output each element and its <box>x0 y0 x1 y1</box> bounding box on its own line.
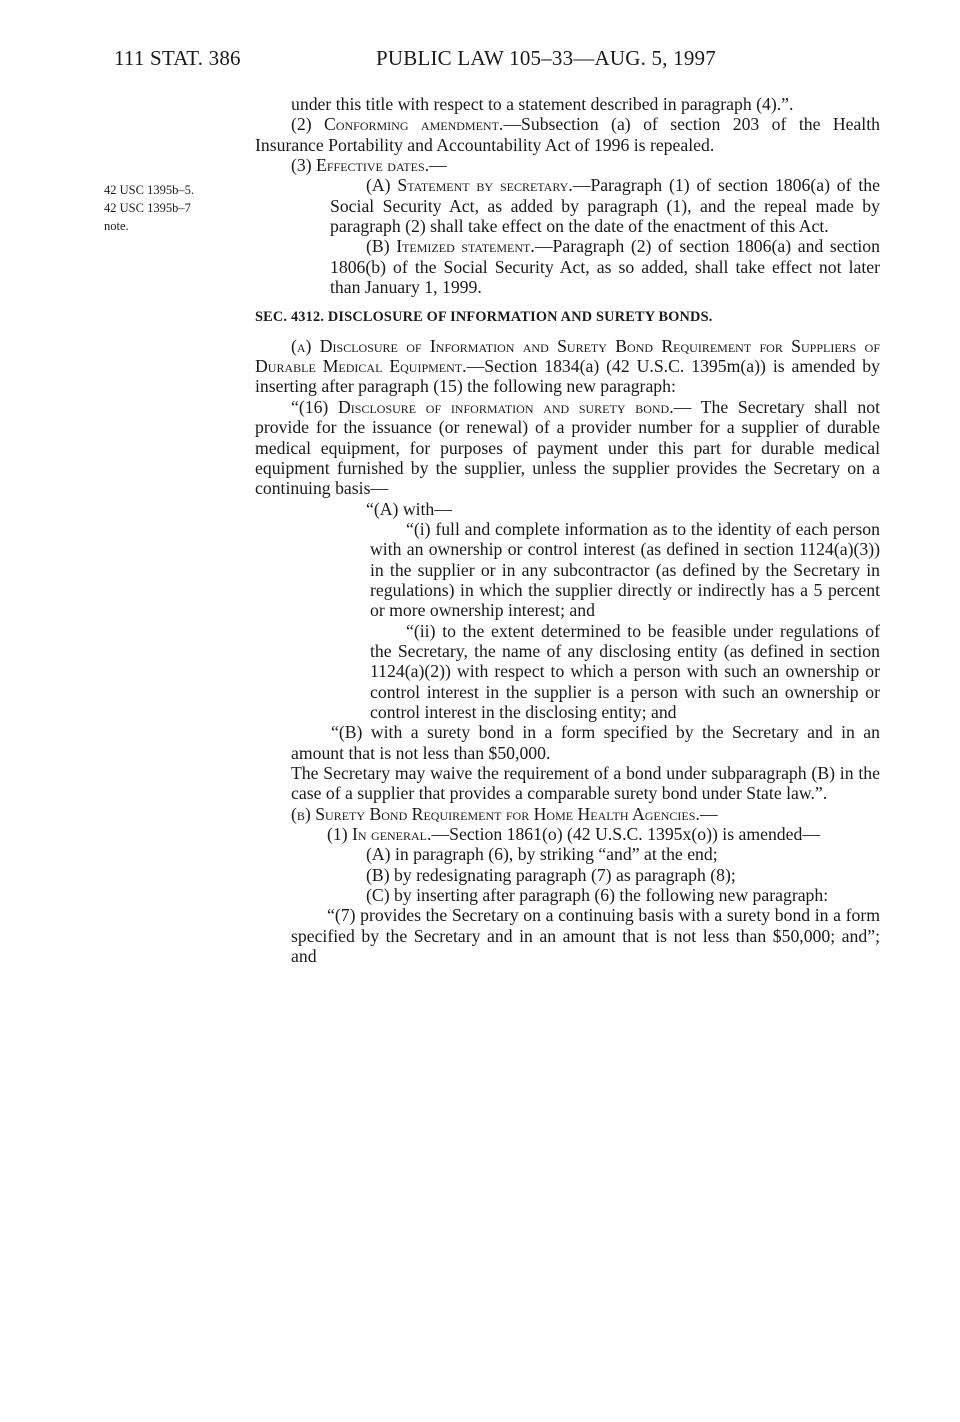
paragraph-heading: (3) Effective dates. <box>291 155 430 176</box>
paragraph-heading: (2) Conforming amendment. <box>291 114 504 135</box>
paragraph-text: — The Secretary shall not provide for the issuance (or renewal) of a provider number for a supplier of durable medical equipment, for purposes of payment under this part for durable medical equipment furnished by the supplier, unless the supplier provides the Secretary on a continuing basis— <box>255 396 880 499</box>
paragraph-text: — <box>429 155 447 176</box>
paragraph-text: —Paragraph (1) of section 1806(a) of the Social Security Act, as added by paragraph (1), and the repeal made by paragraph (2) shall take effect on the date of the enactment of this Act. <box>330 175 880 237</box>
amendment-b: (B) by redesignating paragraph (7) as paragraph (8); <box>366 864 736 885</box>
clause-ii: “(ii) to the extent determined to be feasible under regulations of the Secretary, the name of any disclosing entity (as defined in section 1124(a)(2)) with respect to which a person with such an ownership or control interest in the supplier is a person with such an ownership or control interest in the disclosing entity; and <box>370 620 880 722</box>
paragraph-continuation: under this title with respect to a statement described in paragraph (4).”. <box>291 94 794 114</box>
subparagraph-itemized-statement <box>255 236 880 297</box>
paragraph-text: —Paragraph (2) of section 1806(a) and section 1806(b) of the Social Security Act, as so added, shall take effect not later than January 1, 1999. <box>330 236 880 298</box>
clause-i: “(i) full and complete information as to the identity of each person with an ownership or control interest (as defined in section 1124(a)(3)) in the supplier or in any subcontractor (as defined by the Secretary in regulations) in which the supplier directly or indirectly has a 5 percent or more ownership interest; and <box>370 518 880 621</box>
margin-notes <box>104 181 254 235</box>
paragraph-heading: “(16) Disclosure of information and surety bond. <box>291 396 674 417</box>
amendment-a: (A) in paragraph (6), by striking “and” at the end; <box>366 844 718 865</box>
paragraph-heading: (a) Disclosure of Information and Surety Bond Requirement for Suppliers of Durable Medical Equipment. <box>255 335 880 377</box>
margin-note-1: 42 USC 1395b–5. <box>104 183 194 197</box>
paragraph-text: —Section 1834(a) (42 U.S.C. 1395m(a)) is amended by inserting after paragraph (15) the following new paragraph: <box>255 356 880 397</box>
paragraph-heading: (B) Itemized statement. <box>366 236 535 257</box>
paragraph-heading: (b) Surety Bond Requirement for Home Health Agencies. <box>291 803 700 824</box>
paragraph-in-general <box>255 824 880 844</box>
page-header <box>0 46 960 76</box>
quoted-paragraph-7: “(7) provides the Secretary on a continuing basis with a surety bond in a form specified by the Secretary and in an amount that is not less than $50,000; and”; and <box>291 905 880 967</box>
waiver-sentence: The Secretary may waive the requirement of a bond under subparagraph (B) in the case of a supplier that provides a comparable surety bond under State law.”. <box>291 763 880 804</box>
quoted-paragraph-16 <box>255 397 880 499</box>
margin-note-3: note. <box>104 219 129 233</box>
subsection-a <box>255 336 880 397</box>
clause-b-surety-bond: “(B) with a surety bond in a form specified by the Secretary and in an amount that is not less than $50,000. <box>291 722 880 763</box>
paragraph-text: —Section 1861(o) (42 U.S.C. 1395x(o)) is amended— <box>431 824 821 845</box>
subparagraph-statement-by-secretary <box>255 175 880 236</box>
paragraph-heading: (1) In general. <box>327 824 432 845</box>
clause-a-with: “(A) with— <box>366 498 452 519</box>
public-law-title: PUBLIC LAW 105–33—AUG. 5, 1997 <box>376 46 716 70</box>
subsection-b <box>255 804 880 824</box>
paragraph-conforming-amendment <box>255 114 880 155</box>
statute-page-reference: 111 STAT. 386 <box>114 46 241 70</box>
section-heading: SEC. 4312. DISCLOSURE OF INFORMATION AND SURETY BONDS. <box>255 309 713 326</box>
margin-note-2: 42 USC 1395b–7 <box>104 201 191 215</box>
paragraph-text: —Subsection (a) of section 203 of the Health Insurance Portability and Accountability Act of 1996 is repealed. <box>255 114 880 155</box>
paragraph-heading: (A) Statement by secretary. <box>366 175 573 196</box>
amendment-c: (C) by inserting after paragraph (6) the following new paragraph: <box>366 885 829 906</box>
statute-body <box>255 94 880 966</box>
paragraph-effective-dates <box>255 155 880 175</box>
paragraph-text: — <box>699 803 718 824</box>
